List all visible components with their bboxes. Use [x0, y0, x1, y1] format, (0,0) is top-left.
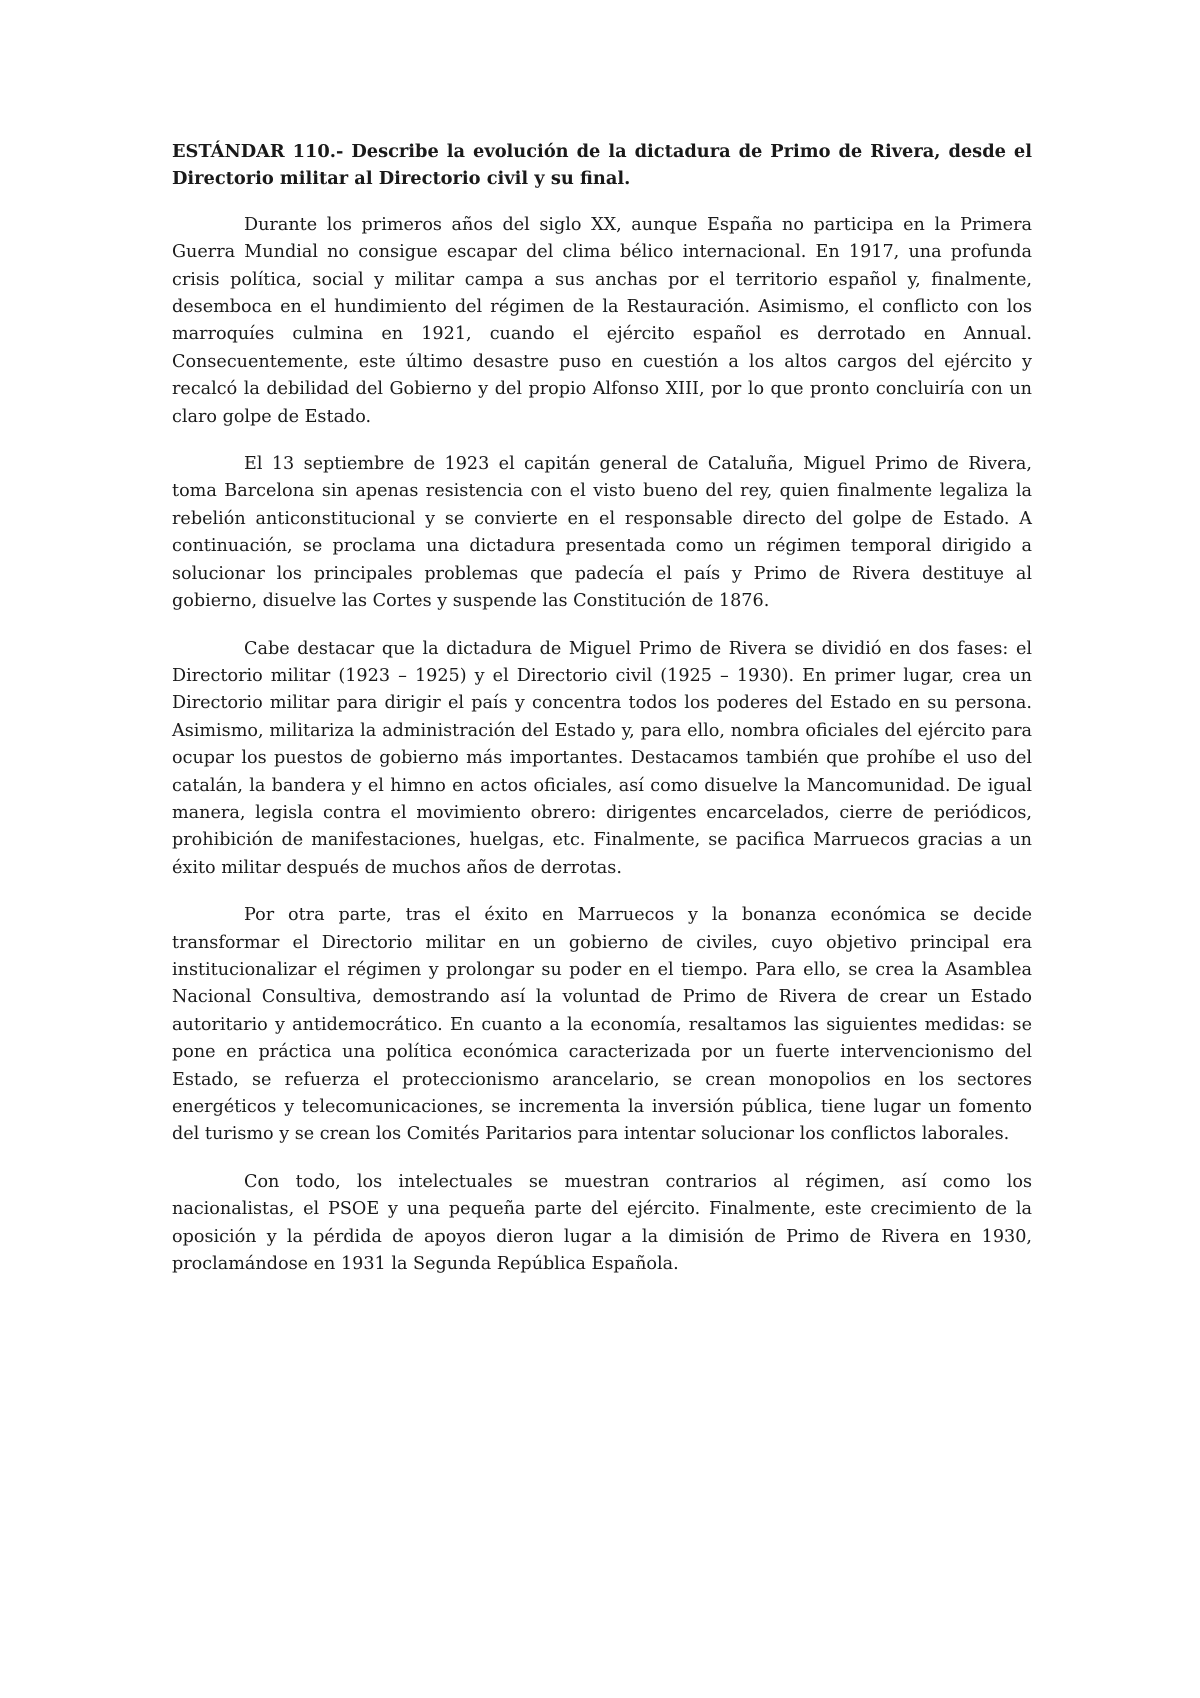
document-body: [172, 138, 1032, 1298]
paragraph-3: Cabe destacar que la dictadura de Miguel Primo de Rivera se dividió en dos fases: el Directorio militar (1923 – 1925) y el Directorio civil (1925 – 1930). En primer lugar, crea un Directorio militar para dirigir el país y concentra todos los poderes del Estado en su persona. Asimismo, militariza la administración del Estado y, para ello, nombra oficiales del ejército para ocupar los puestos de gobierno más importantes. Destacamos también que prohíbe el uso del catalán, la bandera y el himno en actos oficiales, así como disuelve la Mancomunidad. De igual manera, legisla contra el movimiento obrero: dirigentes encarcelados, cierre de periódicos, prohibición de manifestaciones, huelgas, etc. Finalmente, se pacifica Marruecos gracias a un éxito militar después de muchos años de derrotas.: [172, 638, 1032, 878]
paragraph-1: Durante los primeros años del siglo XX, aunque España no participa en la Primera Guerra Mundial no consigue escapar del clima bélico internacional. En 1917, una profunda crisis política, social y militar campa a sus anchas por el territorio español y, finalmente, desemboca en el hundimiento del régimen de la Restauración. Asimismo, el conflicto con los marroquíes culmina en 1921, cuando el ejército español es derrotado en Annual. Consecuentemente, este último desastre puso en cuestión a los altos cargos del ejército y recalcó la debilidad del Gobierno y del propio Alfonso XIII, por lo que pronto concluiría con un claro golpe de Estado.: [172, 214, 1032, 427]
paragraph-5: Con todo, los intelectuales se muestran contrarios al régimen, así como los nacionalistas, el PSOE y una pequeña parte del ejército. Finalmente, este crecimiento de la oposición y la pérdida de apoyos dieron lugar a la dimisión de Primo de Rivera en 1930, proclamándose en 1931 la Segunda República Española.: [172, 1171, 1032, 1275]
paragraph-2: El 13 septiembre de 1923 el capitán general de Cataluña, Miguel Primo de Rivera, toma Barcelona sin apenas resistencia con el visto bueno del rey, quien finalmente legaliza la rebelión anticonstitucional y se convierte en el responsable directo del golpe de Estado. A continuación, se proclama una dictadura presentada como un régimen temporal dirigido a solucionar los principales problemas que padecía el país y Primo de Rivera destituye al gobierno, disuelve las Cortes y suspende las Constitución de 1876.: [172, 454, 1032, 612]
document-heading: ESTÁNDAR 110.- Describe la evolución de la dictadura de Primo de Rivera, desde el Directorio militar al Directorio civil y su final.: [172, 141, 1032, 190]
paragraph-4: Por otra parte, tras el éxito en Marruecos y la bonanza económica se decide transformar el Directorio militar en un gobierno de civiles, cuyo objetivo principal era institucionalizar el régimen y prolongar su poder en el tiempo. Para ello, se crea la Asamblea Nacional Consultiva, demostrando así la voluntad de Primo de Rivera de crear un Estado autoritario y antidemocrático. En cuanto a la economía, resaltamos las siguientes medidas: se pone en práctica una política económica caracterizada por un fuerte intervencionismo del Estado, se refuerza el proteccionismo arancelario, se crean monopolios en los sectores energéticos y telecomunicaciones, se incrementa la inversión pública, tiene lugar un fomento del turismo y se crean los Comités Paritarios para intentar solucionar los conflictos laborales.: [172, 905, 1032, 1145]
